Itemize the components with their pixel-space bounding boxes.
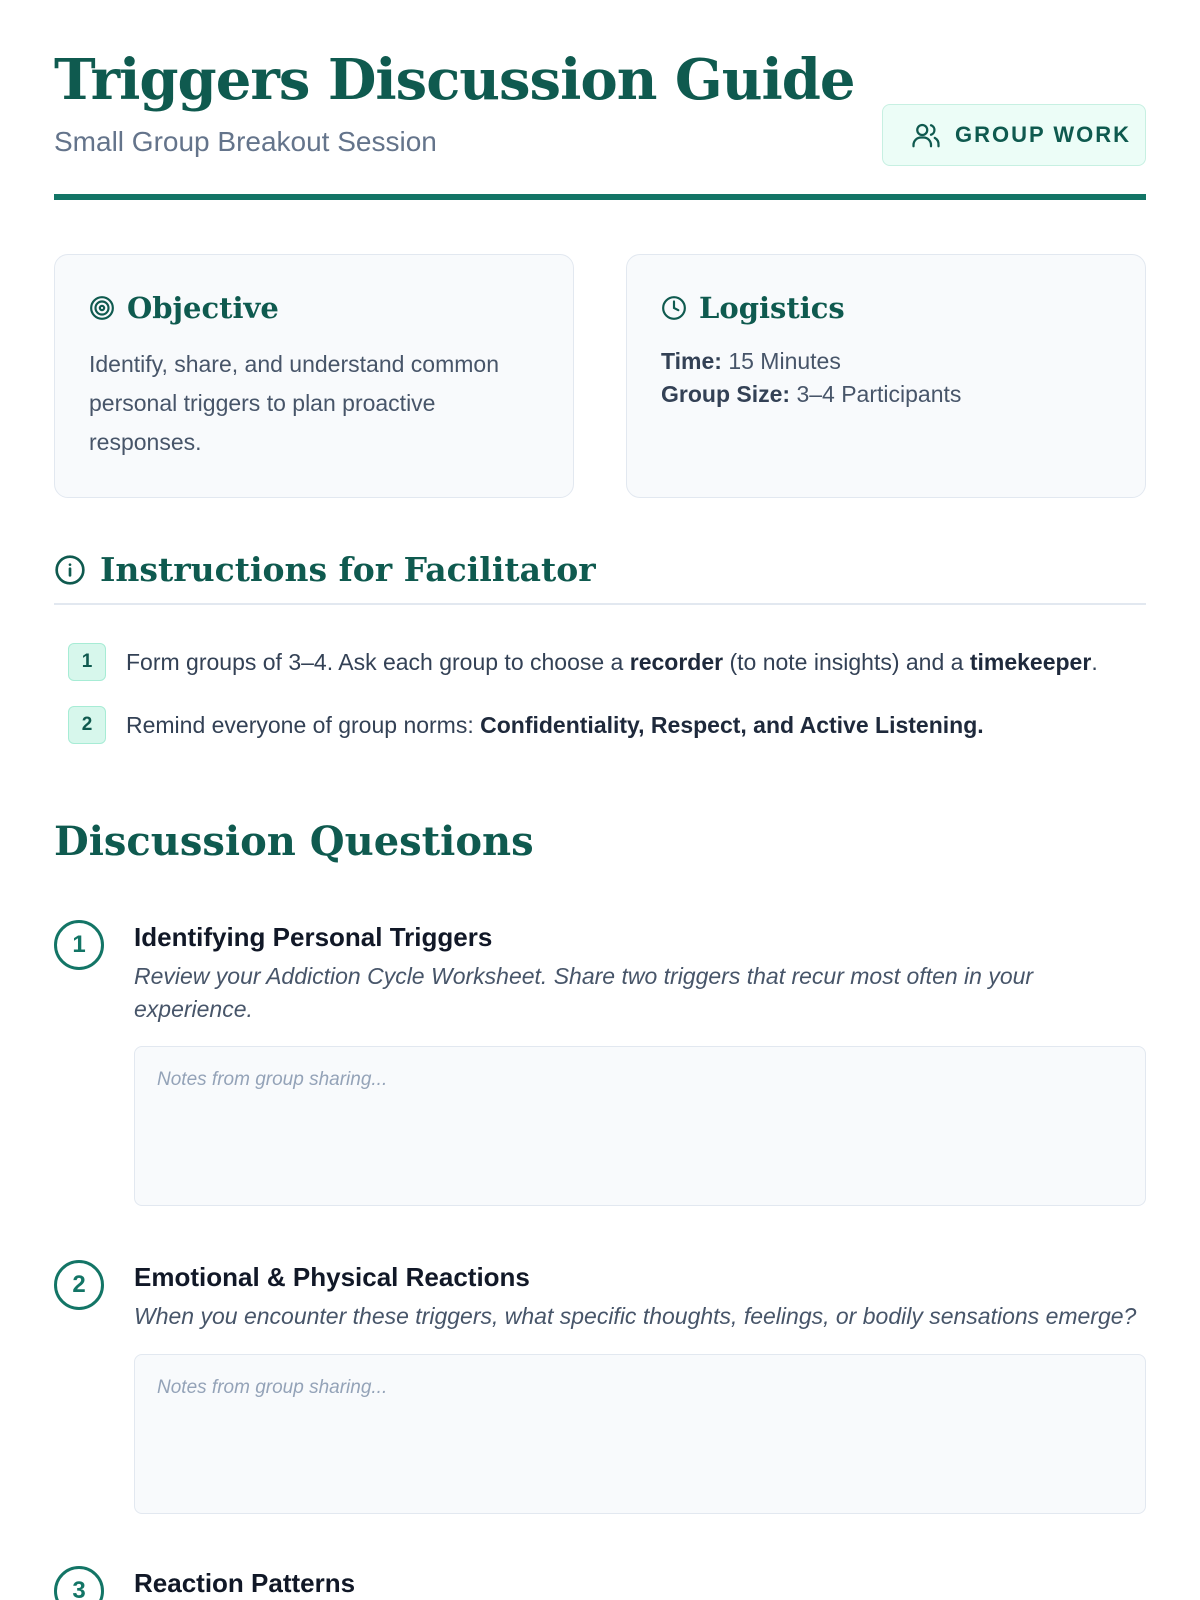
question-description: Review your Addiction Cycle Worksheet. Share two triggers that recur most often in your experience. xyxy=(134,963,1034,1022)
question-title: Emotional & Physical Reactions xyxy=(134,1262,530,1292)
notes-field[interactable]: Notes from group sharing... xyxy=(134,1046,1146,1206)
page-header xyxy=(54,0,1146,200)
step-number: 2 xyxy=(68,706,106,744)
objective-title: Objective xyxy=(127,291,279,325)
instruction-step xyxy=(54,706,984,744)
group-size-row xyxy=(661,378,1111,411)
page-title: Triggers Discussion Guide xyxy=(54,47,855,113)
instructions-title: Instructions for Facilitator xyxy=(100,550,596,589)
question-title: Reaction Patterns xyxy=(134,1568,356,1598)
info-icon xyxy=(54,554,86,586)
step-number: 1 xyxy=(68,643,106,681)
facilitator-instructions xyxy=(54,550,1146,738)
info-cards xyxy=(54,254,1146,498)
logistics-card xyxy=(626,254,1146,498)
question-description: When you encounter these triggers, what specific thoughts, feelings, or bodily sensations emerge? xyxy=(134,1303,1137,1329)
step-text: Remind everyone of group norms: Confidentiality, Respect, and Active Listening. xyxy=(126,711,984,738)
group-work-badge xyxy=(882,104,1146,166)
step-text: Form groups of 3–4. Ask each group to choose a recorder (to note insights) and a timekeeper. xyxy=(126,648,1098,675)
users-icon xyxy=(911,120,941,150)
clock-icon xyxy=(661,295,687,321)
target-icon xyxy=(89,295,115,321)
question-number: 1 xyxy=(54,920,104,970)
header-divider xyxy=(54,194,1146,200)
question-title: Identifying Personal Triggers xyxy=(134,922,493,952)
group-size-value: 3–4 Participants xyxy=(790,381,962,407)
objective-text: Identify, share, and understand common personal triggers to plan proactive responses. xyxy=(89,351,499,455)
objective-card xyxy=(54,254,574,498)
question-number: 2 xyxy=(54,1260,104,1310)
question-item xyxy=(54,920,1146,1210)
instructions-divider xyxy=(54,603,1146,605)
discussion-title: Discussion Questions xyxy=(54,818,534,865)
logistics-title: Logistics xyxy=(699,291,845,325)
time-value: 15 Minutes xyxy=(721,348,841,374)
instruction-step xyxy=(54,643,1098,681)
question-item xyxy=(54,1566,1146,1600)
badge-label: GROUP WORK xyxy=(955,122,1132,147)
question-number: 3 xyxy=(54,1566,104,1600)
page-subtitle: Small Group Breakout Session xyxy=(54,126,437,157)
time-label: Time: xyxy=(661,348,722,374)
time-row xyxy=(661,345,1111,378)
group-size-label: Group Size: xyxy=(661,381,791,407)
question-item xyxy=(54,1260,1146,1520)
notes-field[interactable]: Notes from group sharing... xyxy=(134,1354,1146,1514)
